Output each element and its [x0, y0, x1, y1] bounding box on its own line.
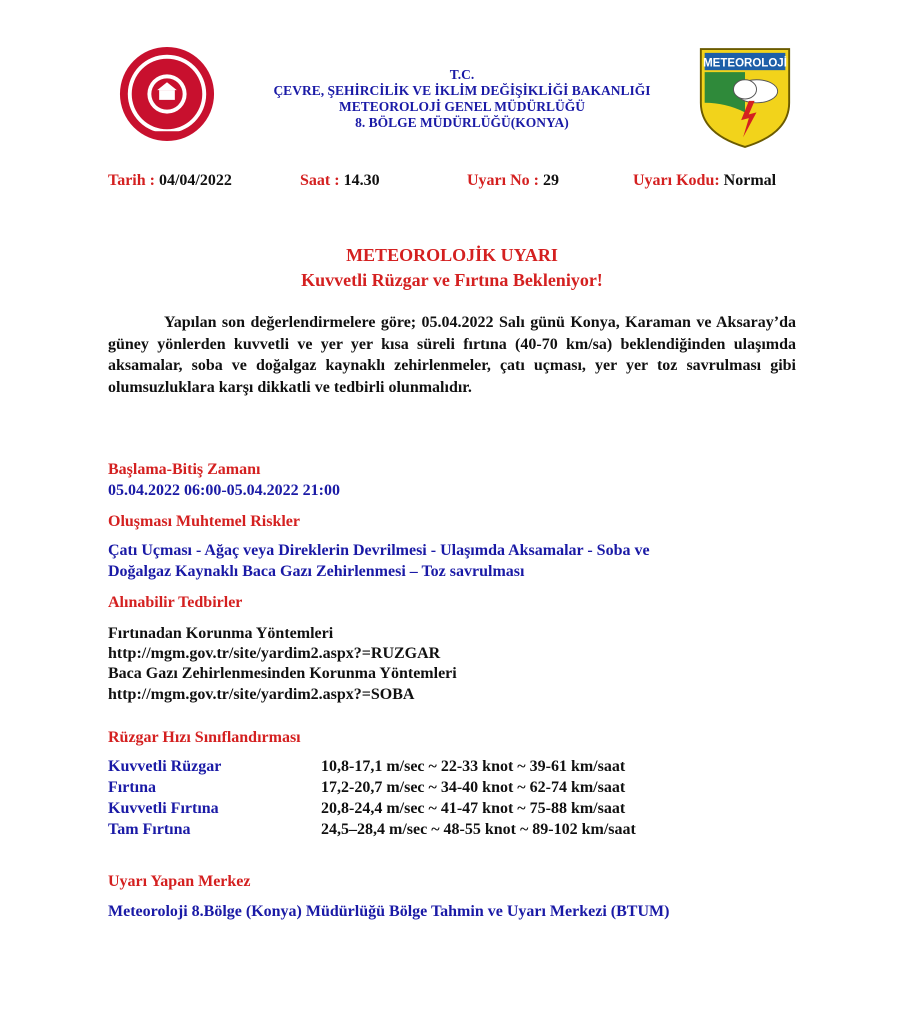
wind-class-range: 10,8-17,1 m/sec ~ 22-33 knot ~ 39-61 km/saat: [321, 758, 626, 775]
warning-code-label: Uyarı Kodu:: [633, 172, 724, 189]
header-line-tc: T.C.: [449, 67, 475, 82]
warning-code-field: [633, 172, 776, 190]
wind-class-name: Fırtına: [108, 779, 156, 796]
date-label: Tarih :: [108, 172, 159, 189]
risks-line-2: Doğalgaz Kaynaklı Baca Gazı Zehirlenmesi – Toz savrulması: [108, 563, 525, 580]
measures-flue-gas-title: Baca Gazı Zehirlenmesinden Korunma Yöntemleri: [108, 665, 457, 682]
wind-classification-heading: Rüzgar Hızı Sınıflandırması: [108, 729, 301, 746]
badge-label: METEOROLOJİ: [703, 57, 787, 70]
measures-wind-title: Fırtınadan Korunma Yöntemleri: [108, 625, 334, 642]
measures-heading: Alınabilir Tedbirler: [108, 594, 243, 611]
issuing-center-value: Meteoroloji 8.Bölge (Konya) Müdürlüğü Bölge Tahmin ve Uyarı Merkezi (BTUM): [108, 903, 670, 920]
date-value: 04/04/2022: [158, 172, 232, 189]
header-line-regional-directorate: 8. BÖLGE MÜDÜRLÜĞÜ(KONYA): [355, 115, 569, 130]
ministry-header: [230, 67, 694, 131]
warning-title: METEOROLOJİK UYARI: [346, 245, 558, 265]
period-value: 05.04.2022 06:00-05.04.2022 21:00: [108, 482, 340, 499]
measures-flue-gas-link: http://mgm.gov.tr/site/yardim2.aspx?=SOBA: [108, 686, 415, 703]
date-field: [108, 172, 232, 190]
period-heading: Başlama-Bitiş Zamanı: [108, 461, 261, 478]
time-field: [300, 172, 380, 190]
wind-class-name: Kuvvetli Rüzgar: [108, 758, 222, 775]
risks-heading: Oluşması Muhtemel Riskler: [108, 513, 300, 530]
measures-wind-link: http://mgm.gov.tr/site/yardim2.aspx?=RUZGAR: [108, 645, 441, 662]
ministry-seal-logo: [118, 45, 216, 143]
risks-line-1: Çatı Uçması - Ağaç veya Direklerin Devrilmesi - Ulaşımda Aksamalar - Soba ve: [108, 542, 650, 559]
time-value: 14.30: [343, 172, 380, 189]
warning-code-value: Normal: [723, 172, 777, 189]
wind-class-range: 20,8-24,4 m/sec ~ 41-47 knot ~ 75-88 km/saat: [321, 800, 626, 817]
wind-class-name: Kuvvetli Fırtına: [108, 800, 219, 817]
wind-class-range: 24,5–28,4 m/sec ~ 48-55 knot ~ 89-102 km/saat: [321, 821, 636, 838]
warning-number-field: [467, 172, 559, 190]
wind-class-range: 17,2-20,7 m/sec ~ 34-40 knot ~ 62-74 km/saat: [321, 779, 626, 796]
header-line-general-directorate: METEOROLOJİ GENEL MÜDÜRLÜĞÜ: [338, 99, 586, 114]
issuing-center-heading: Uyarı Yapan Merkez: [108, 873, 251, 890]
wind-class-name: Tam Fırtına: [108, 821, 191, 838]
header-line-ministry: ÇEVRE, ŞEHİRCİLİK VE İKLİM DEĞİŞİKLİĞİ BAKANLIĞI: [273, 83, 651, 98]
warning-subtitle: Kuvvetli Rüzgar ve Fırtına Bekleniyor!: [301, 270, 603, 290]
meteoroloji-badge-logo: [697, 45, 793, 151]
time-label: Saat :: [300, 172, 344, 189]
warning-number-value: 29: [542, 172, 559, 189]
warning-number-label: Uyarı No :: [467, 172, 543, 189]
warning-body-text: Yapılan son değerlendirmelere göre; 05.04.2022 Salı günü Konya, Karaman ve Aksaray’da güney yönlerden kuvvetli ve yer yer kısa süreli fırtına (40-70 km/sa) beklendiğinden ulaşımda aksamalar, soba ve doğalgaz kaynaklı zehirlenmeler, çatı uçması, yer yer toz savrulması gibi olumsuzluklara karşı dikkatli ve tedbirli olunmalıdır.: [108, 314, 796, 396]
